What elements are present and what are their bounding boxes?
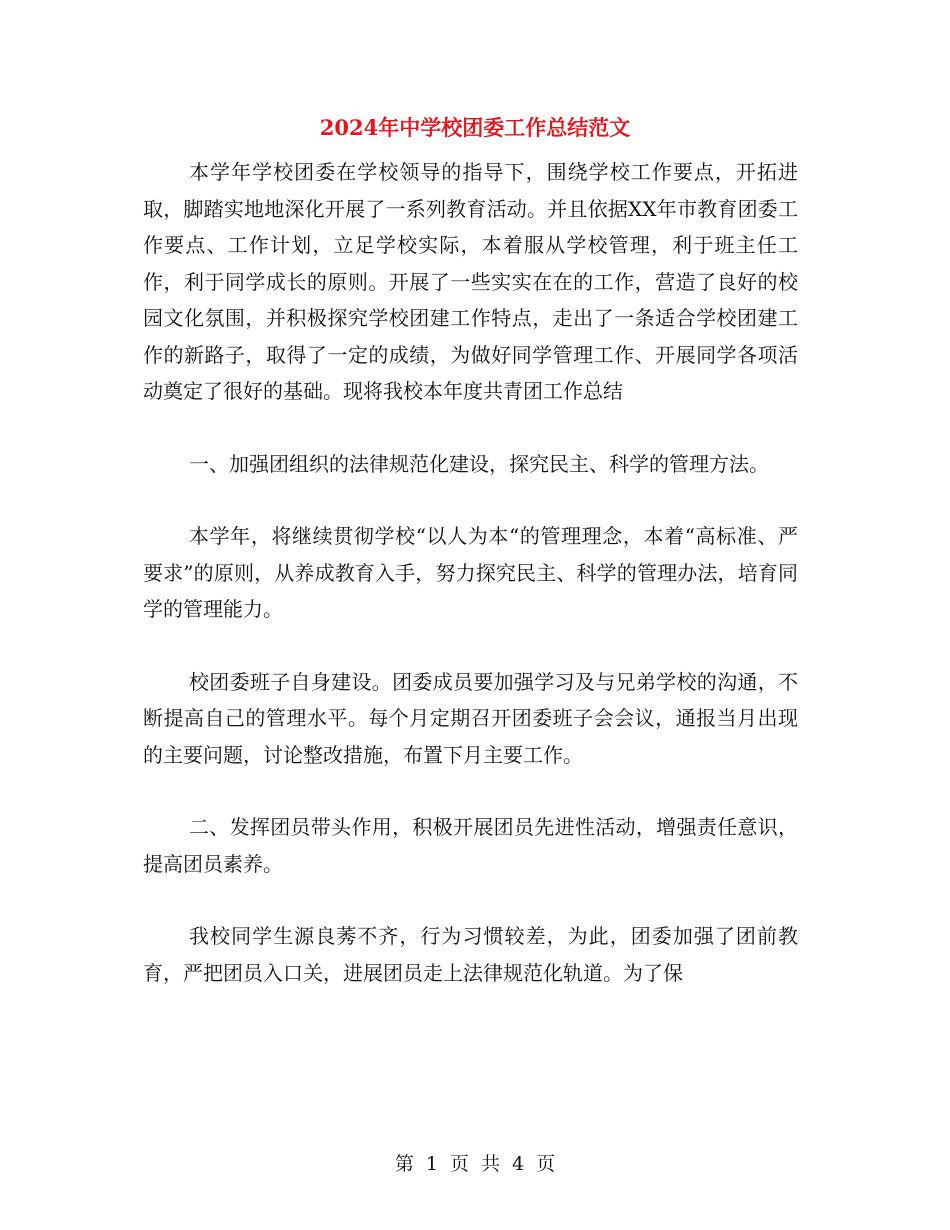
page-footer bbox=[0, 1150, 950, 1178]
footer-page-unit: 页 bbox=[449, 1153, 469, 1175]
footer-current-page: 1 bbox=[425, 1153, 438, 1175]
footer-total-label: 共 bbox=[481, 1153, 501, 1175]
footer-total-unit: 页 bbox=[536, 1153, 556, 1175]
paragraph-section-2-body: 我校同学生源良莠不齐，行为习惯较差，为此，团委加强了团前教育，严把团员入口关，进展团员走上法律规范化轨道。为了保 bbox=[143, 924, 798, 985]
paragraph-section-1-body: 本学年，将继续贯彻学校“以人为本“的管理理念，本着“高标准、严要求”的原则，从养成教育入手，努力探究民主、科学的管理办法，培育同学的管理能力。 bbox=[143, 524, 798, 621]
paragraph-section-1-heading: 一、加强团组织的法律规范化建设，探究民主、科学的管理方法。 bbox=[189, 451, 769, 476]
paragraph-committee-building: 校团委班子自身建设。团委成员要加强学习及与兄弟学校的沟通，不断提高自己的管理水平。每个月定期召开团委班子会会议，通报当月出现的主要问题，讨论整改措施，布置下月主要工作。 bbox=[143, 669, 798, 767]
paragraph-intro: 本学年学校团委在学校领导的指导下，围绕学校工作要点，开拓进取，脚踏实地地深化开展了一系列教育活动。并且依据XX年市教育团委工作要点、工作计划，立足学校实际，本着服从学校管理，利于班主任工作，利于同学成长的原则。开展了一些实实在在的工作，营造了良好的校园文化氛围，并积极探究学校团建工作特点，走出了一条适合学校团建工作的新路子，取得了一定的成绩，为做好同学管理工作、开展同学各项活动奠定了很好的基础。现将我校本年度共青团工作总结 bbox=[143, 160, 798, 403]
document-title: 2024年中学校团委工作总结范文 bbox=[319, 115, 631, 140]
footer-total-pages: 4 bbox=[512, 1153, 525, 1175]
document-body bbox=[143, 154, 798, 991]
paragraph-section-2-heading: 二、发挥团员带头作用，积极开展团员先进性活动，增强责任意识，提高团员素养。 bbox=[143, 815, 798, 876]
footer-page-label: 第 bbox=[394, 1153, 414, 1175]
